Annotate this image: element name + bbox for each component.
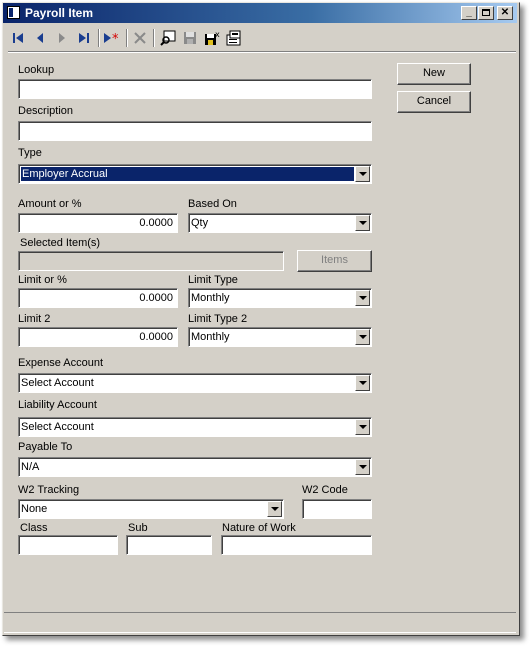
app-icon [7, 6, 20, 19]
type-select[interactable] [18, 164, 372, 184]
close-icon: ✕ [500, 7, 510, 18]
first-record-button[interactable] [8, 28, 28, 48]
properties-icon [226, 30, 242, 46]
w2-tracking-value: None [21, 503, 48, 515]
based-on-label: Based On [188, 198, 237, 210]
cancel-button[interactable]: Cancel [397, 91, 471, 113]
properties-button[interactable] [224, 28, 244, 48]
delete-icon [133, 31, 147, 45]
based-on-value: Qty [191, 217, 209, 229]
type-label: Type [18, 147, 42, 159]
sub-field[interactable] [126, 535, 212, 555]
chevron-down-icon [359, 172, 367, 176]
limit-type-select[interactable] [188, 288, 372, 308]
expense-account-dropdown-button[interactable] [355, 375, 370, 391]
amount-label: Amount or % [18, 198, 82, 210]
chevron-down-icon [359, 335, 367, 339]
amount-field[interactable] [18, 213, 178, 233]
nature-of-work-label: Nature of Work [222, 522, 296, 534]
maximize-icon [482, 9, 490, 16]
new-record-button[interactable] [102, 28, 122, 48]
minimize-icon: _ [466, 7, 472, 18]
next-record-button[interactable] [52, 28, 72, 48]
save-button[interactable] [180, 28, 200, 48]
selected-items-field [18, 251, 284, 271]
payable-to-dropdown-button[interactable] [355, 459, 370, 475]
first-record-icon [12, 32, 24, 44]
find-icon [160, 30, 176, 46]
description-field[interactable] [18, 121, 372, 141]
save-close-button[interactable] [202, 28, 222, 48]
type-value: Employer Accrual [22, 168, 108, 180]
payable-to-select[interactable] [18, 457, 372, 477]
toolbar-separator [126, 29, 128, 47]
svg-text:*: * [112, 32, 119, 44]
close-button[interactable] [497, 6, 513, 20]
limit-type-dropdown-button[interactable] [355, 290, 370, 306]
expense-account-label: Expense Account [18, 357, 104, 369]
chevron-down-icon [271, 507, 279, 511]
save-close-icon [204, 30, 220, 46]
limit-type2-label: Limit Type 2 [188, 313, 248, 325]
toolbar-separator [153, 29, 155, 47]
status-bar [4, 612, 516, 633]
last-record-icon [78, 32, 90, 44]
limit-type2-value: Monthly [191, 331, 230, 343]
new-record-icon [103, 32, 121, 44]
sub-label: Sub [128, 522, 148, 534]
limit-type-label: Limit Type [188, 274, 238, 286]
description-label: Description [18, 105, 74, 117]
liability-account-dropdown-button[interactable] [355, 419, 370, 435]
w2-tracking-select[interactable] [18, 499, 284, 519]
chevron-down-icon [359, 296, 367, 300]
chevron-down-icon [359, 465, 367, 469]
w2-tracking-label: W2 Tracking [18, 484, 80, 496]
delete-button[interactable] [130, 28, 150, 48]
next-record-icon [56, 32, 68, 44]
limit-type2-dropdown-button[interactable] [355, 329, 370, 345]
previous-record-button[interactable] [30, 28, 50, 48]
w2-tracking-dropdown-button[interactable] [267, 501, 282, 517]
items-button[interactable]: Items [297, 250, 372, 272]
toolbar-separator [98, 29, 100, 47]
class-label: Class [20, 522, 48, 534]
new-button[interactable]: New [397, 63, 471, 85]
type-selected-highlight [21, 167, 354, 181]
chevron-down-icon [359, 425, 367, 429]
minimize-button[interactable] [461, 6, 477, 20]
type-dropdown-button[interactable] [355, 166, 370, 182]
lookup-label: Lookup [18, 64, 55, 76]
limit-type-value: Monthly [191, 292, 230, 304]
selected-items-label: Selected Item(s) [20, 237, 101, 249]
limit-value: 0.0000 [139, 292, 173, 304]
limit2-field[interactable] [18, 327, 178, 347]
limit-type2-select[interactable] [188, 327, 372, 347]
class-field[interactable] [18, 535, 118, 555]
limit-field[interactable] [18, 288, 178, 308]
toolbar-divider [8, 51, 516, 53]
title-bar[interactable] [3, 3, 517, 23]
last-record-button[interactable] [74, 28, 94, 48]
w2-code-label: W2 Code [302, 484, 348, 496]
liability-account-label: Liability Account [18, 399, 97, 411]
maximize-button[interactable] [478, 6, 494, 20]
amount-value: 0.0000 [139, 217, 173, 229]
limit2-label: Limit 2 [18, 313, 51, 325]
based-on-dropdown-button[interactable] [355, 215, 370, 231]
expense-account-select[interactable] [18, 373, 372, 393]
limit-label: Limit or % [18, 274, 67, 286]
w2-code-field[interactable] [302, 499, 372, 519]
save-icon [183, 31, 197, 45]
based-on-select[interactable] [188, 213, 372, 233]
chevron-down-icon [359, 221, 367, 225]
chevron-down-icon [359, 381, 367, 385]
window-title: Payroll Item [25, 6, 94, 20]
nature-of-work-field[interactable] [221, 535, 372, 555]
payable-to-label: Payable To [18, 441, 73, 453]
lookup-field[interactable] [18, 79, 372, 99]
svg-text:x: x [215, 30, 220, 39]
limit2-value: 0.0000 [139, 331, 173, 343]
find-button[interactable] [158, 28, 178, 48]
payable-to-value: N/A [21, 461, 40, 473]
previous-record-icon [34, 32, 46, 44]
liability-account-select[interactable] [18, 417, 372, 437]
liability-account-value: Select Account [21, 421, 94, 433]
expense-account-value: Select Account [21, 377, 94, 389]
